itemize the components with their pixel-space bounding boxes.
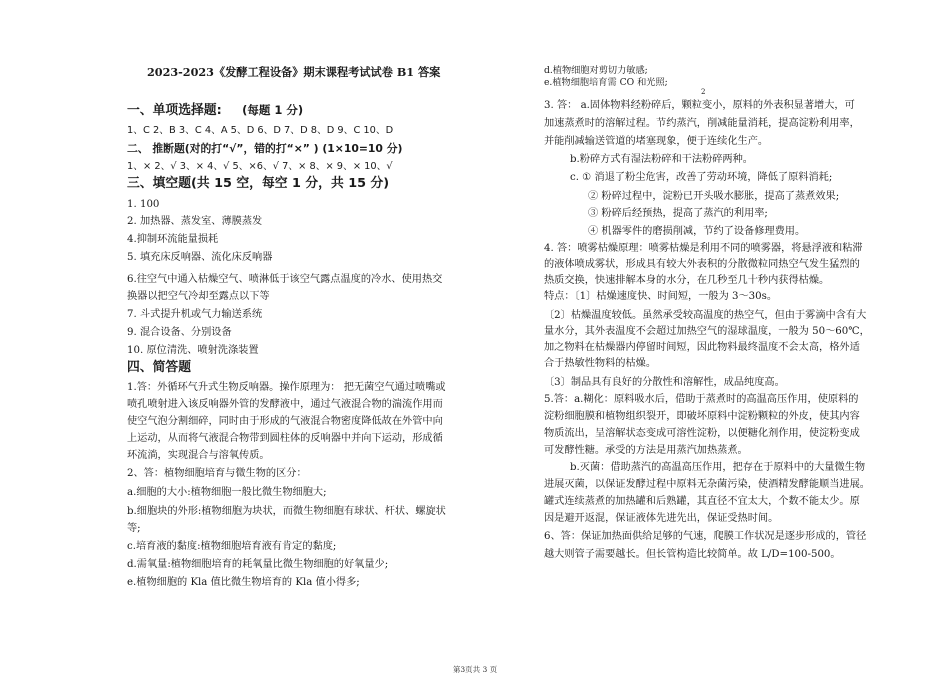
answer6-line: 6、答：保证加热面供给足够的气速，爬膜工作状况是逐步形成的，管径 [544, 531, 867, 542]
answer4-line: 的液体喷成雾状，形成具有较大外表积的分散微粒同热空气发生猛烈的 [544, 259, 860, 270]
answer1-line: 使空气泡分割细碎，同时由于形成的气液混合物密度降低故在外管中向 [127, 416, 443, 427]
fill-answer-10: 10. 原位清洗、喷射洗涤装置 [127, 345, 259, 356]
fill-answer-1: 1. 100 [127, 199, 160, 210]
fill-answer-9: 9. 混合设备、分别设备 [127, 327, 232, 338]
answer1-line: 喷孔喷射进入该反响器外管的发酵液中，通过气液混合物的湍流作用而 [127, 399, 443, 410]
answer2-line: a.细胞的大小:植物细胞一般比微生物细胞大; [127, 487, 327, 498]
answer3-line: ③ 粉碎后经预热，提高了蒸汽的利用率; [588, 208, 768, 219]
answer2-line: b.细胞块的外形:植物细胞为块状，而微生物细胞有球状、杆状、螺旋状 [127, 506, 446, 517]
answer4-line: 量水分，其外表温度不会超过加热空气的湿球温度，一般为 50～60℃， [544, 326, 870, 337]
answer4-line: 合于热敏性物料的枯燥。 [544, 358, 657, 369]
answer3-line: b.粉碎方式有湿法粉碎和干法粉碎两种。 [570, 154, 753, 165]
answer4-line: 4. 答：喷雾枯燥原理：喷雾枯燥是利用不同的喷雾器，将悬浮液和粘滞 [544, 243, 863, 254]
answer3-line: ④ 机器零件的磨损削减，节约了设备修理费用。 [588, 226, 806, 237]
answer1-line: 上运动，从而将气液混合物带到圆柱体的反响器中并向下运动，形成循 [127, 433, 443, 444]
section4-heading: 四、简答题 [127, 360, 191, 375]
answer5-line: 进展灭菌，以保证发酵过程中原料无杂菌污染，使酒精发酵能顺当进展。 [544, 479, 870, 490]
section2-heading: 二、 推断题(对的打“√”，错的打“×” ) (1×10=10 分) [127, 142, 403, 155]
section1-heading [127, 104, 303, 117]
answer5-line: 罐式连续蒸煮的加热罐和后熟罐，其直径不宜太大，个数不能太少。原 [544, 496, 860, 507]
section1-answers: 1、C 2、B 3、C 4、A 5、D 6、D 7、D 8、D 9、C 10、D [127, 125, 394, 136]
section1-score: (每题 1 分) [242, 103, 304, 117]
fill-answer-4: 4.抑制环流能量损耗 [127, 234, 219, 245]
answer2-line: e.植物细胞培育需 CO 和光照; [544, 77, 668, 88]
answer3-line: 并能削减输送管道的堵塞现象，便于连续化生产。 [544, 136, 769, 147]
answer5-line: 因是避开返混，保证液体先进先出，保证受热时间。 [544, 513, 779, 524]
answer2-line: c.培育液的黏度:植物细胞培育液有肯定的黏度; [127, 541, 337, 552]
fill-answer-6-cont: 换器以把空气冷却至露点以下等 [127, 291, 270, 302]
answer2-line: e.植物细胞的 Kla 值比微生物培育的 Kla 值小得多; [127, 577, 360, 588]
answer4-line: 〔3〕制品具有良好的分散性和溶解性，成品纯度高。 [544, 377, 785, 388]
answer1-line: 环流淌，实现混合与溶氧传质。 [127, 450, 270, 461]
fill-answer-5: 5. 填充床反响器、流化床反响器 [127, 252, 273, 263]
answer4-line: 热质交换，快速排解本身的水分，在几秒至几十秒内获得枯燥。 [544, 275, 830, 286]
answer2-line: 等; [127, 523, 141, 534]
answer3-line: ② 粉碎过程中，淀粉已开头吸水膨胀，提高了蒸煮效果; [588, 191, 840, 202]
page-title: 2023-2023《发酵工程设备》期末课程考试试卷 B1 答案 [147, 65, 441, 79]
section3-heading: 三、填空题(共 15 空，每空 1 分，共 15 分) [127, 176, 390, 191]
page-footer: 第3页共 3 页 [452, 665, 498, 674]
section1-title: 一、单项选择题: [127, 103, 222, 118]
answer5-line: 5.答：a.糊化：原料吸水后，借助于蒸煮时的高温高压作用，使原料的 [544, 394, 859, 405]
answer4-line: 特点：〔1〕枯燥速度快、时间短，一般为 3～30s。 [544, 291, 778, 302]
answer5-line: 可发酵性糖。承受的方法是用蒸汽加热蒸煮。 [544, 445, 748, 456]
answer2-line: d.需氧量:植物细胞培育的耗氧量比微生物细胞的好氧量少; [127, 559, 389, 570]
answer4-line: 加之物料在枯燥器内停留时间短，因此物料最终温度不会太高，格外适 [544, 342, 860, 353]
answer4-line: 〔2〕枯燥温度较低。虽然承受较高温度的热空气，但由于雾滴中含有大 [544, 310, 867, 321]
answer3-line: c. ① 消退了粉尘危害，改善了劳动环境，降低了原料消耗; [570, 172, 833, 183]
answer5-line: b.灭菌：借助蒸汽的高温高压作用，把存在于原料中的大量微生物 [570, 462, 866, 473]
answer2-line: d.植物细胞对剪切力敏感; [544, 65, 648, 76]
fill-answer-2: 2. 加热器、蒸发室、薄膜蒸发 [127, 216, 263, 227]
answer1-line: 1.答：外循环气升式生物反响器。操作原理为： 把无菌空气通过喷嘴或 [127, 382, 446, 393]
section2-answers: 1、× 2、√ 3、× 4、√ 5、×6、√ 7、× 8、× 9、× 10、√ [127, 161, 393, 172]
fill-answer-7: 7. 斗式提升机或气力输送系统 [127, 309, 263, 320]
answer6-line: 越大则管子需要越长。但长管构造比较简单。故 L/D=100-500。 [544, 549, 841, 560]
answer3-line: 加速蒸煮时的溶解过程。节约蒸汽，削减能量消耗，提高淀粉利用率， [544, 118, 860, 129]
answer5-line: 物质流出，呈溶解状态变成可溶性淀粉，以便糖化剂作用，使淀粉变成 [544, 428, 860, 439]
fill-answer-6: 6.往空气中通入枯燥空气、喷淋低于该空气露点温度的冷水、使用热交 [127, 274, 443, 285]
answer5-line: 淀粉细胞膜和植物组织裂开，即破坏原料中淀粉颗粒的外皮，使其内容 [544, 411, 860, 422]
answer2-line: 2、答：植物细胞培育与微生物的区分： [127, 468, 307, 479]
answer3-line: 3. 答： a.固体物料经粉碎后，颗粒变小，原料的外表积显著增大，可 [544, 100, 855, 111]
subscript-2: 2 [701, 88, 706, 96]
